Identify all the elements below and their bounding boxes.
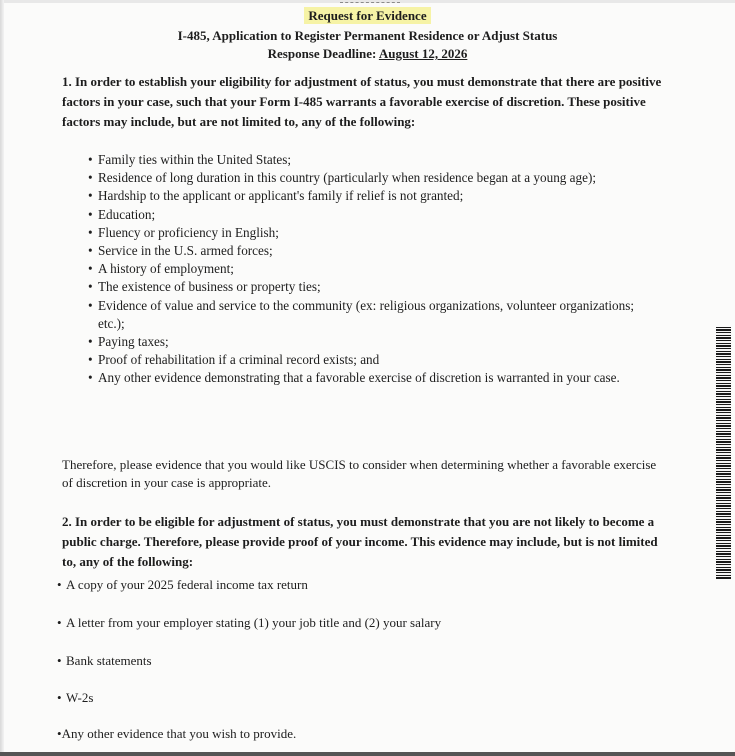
page-left-edge bbox=[0, 0, 4, 756]
income-evidence-text: Bank statements bbox=[66, 653, 152, 668]
deadline-date: August 12, 2026 bbox=[378, 46, 468, 61]
income-evidence-item bbox=[57, 725, 296, 743]
page-bottom-edge bbox=[0, 752, 735, 756]
bullet-glyph: • bbox=[57, 577, 62, 592]
list-item: • The existence of business or property ties; bbox=[88, 278, 658, 296]
list-item: • Service in the U.S. armed forces; bbox=[88, 242, 658, 260]
bullet-glyph: • bbox=[57, 615, 62, 630]
response-deadline bbox=[0, 45, 735, 63]
bullet-glyph: • bbox=[57, 726, 62, 741]
section-2-intro: 2. In order to be eligible for adjustment of status, you must demonstrate that you are not likely to become a public charge. Therefore, please provide proof of your income. This evidence may include, but is not limited to, any of the following: bbox=[62, 514, 658, 569]
section-1-conclusion: Therefore, please evidence that you would like USCIS to consider when determining whether a favorable exercise of discretion in your case is appropriate. bbox=[62, 457, 657, 490]
income-evidence-text: Any other evidence that you wish to provide. bbox=[61, 726, 297, 741]
list-item: • A history of employment; bbox=[88, 260, 658, 278]
income-evidence-item bbox=[57, 689, 93, 707]
section-1-intro: 1. In order to establish your eligibility for adjustment of status, you must demonstrate that there are positive factors in your case, such that your Form I-485 warrants a favorable exercise of discretion. These positive factors may include, but are not limited to, any of the following: bbox=[62, 74, 662, 129]
income-evidence-text: W-2s bbox=[66, 690, 94, 705]
form-subtitle: I-485, Application to Register Permanent Residence or Adjust Status bbox=[177, 28, 558, 43]
deadline-label: Response Deadline: bbox=[267, 46, 379, 61]
list-item: • Any other evidence demonstrating that a favorable exercise of discretion is warranted in your case. bbox=[88, 369, 658, 387]
income-evidence-item bbox=[57, 652, 152, 670]
list-item: • Paying taxes; bbox=[88, 333, 658, 351]
document-title-highlight: Request for Evidence bbox=[304, 7, 430, 24]
document-title bbox=[0, 7, 735, 25]
income-evidence-item bbox=[57, 614, 441, 632]
bullet-glyph: • bbox=[57, 653, 62, 668]
list-item: • Family ties within the United States; bbox=[88, 151, 658, 169]
income-evidence-text: A letter from your employer stating (1) your job title and (2) your salary bbox=[66, 615, 442, 630]
list-item: • Residence of long duration in this country (particularly when residence began at a young age); bbox=[88, 169, 658, 187]
income-evidence-item bbox=[57, 576, 308, 594]
list-item: • Proof of rehabilitation if a criminal record exists; and bbox=[88, 351, 658, 369]
list-item: • Fluency or proficiency in English; bbox=[88, 224, 658, 242]
list-item: • Education; bbox=[88, 206, 658, 224]
positive-factors-list bbox=[88, 151, 658, 388]
income-evidence-text: A copy of your 2025 federal income tax return bbox=[66, 577, 308, 592]
side-barcode bbox=[716, 327, 731, 579]
list-item: • Evidence of value and service to the community (ex: religious organizations, volunteer organizations; etc.); bbox=[88, 297, 658, 333]
bullet-glyph: • bbox=[57, 690, 62, 705]
cropped-header-fragment bbox=[340, 0, 400, 3]
list-item: • Hardship to the applicant or applicant's family if relief is not granted; bbox=[88, 187, 658, 205]
